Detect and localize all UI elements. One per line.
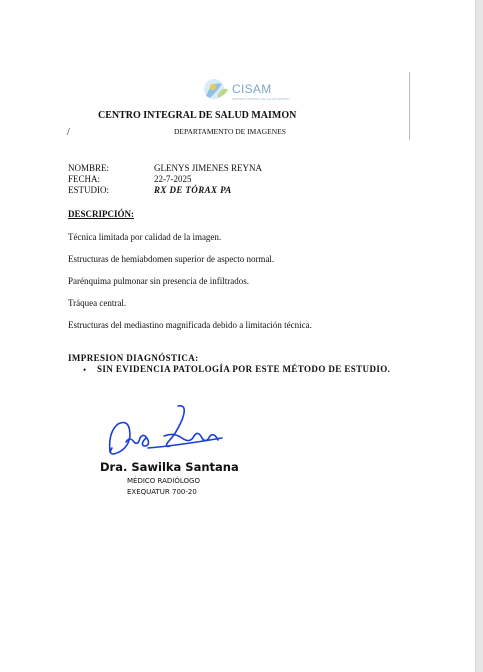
study-value: RX DE TÓRAX PA (154, 185, 232, 195)
bullet-icon: • (83, 365, 87, 375)
date-value: 22-7-2025 (154, 174, 192, 184)
vertical-scrollbar[interactable] (475, 0, 483, 672)
handwritten-signature (104, 402, 224, 462)
margin-divider (409, 72, 410, 140)
department-name: DEPARTAMENTO DE IMAGENES (174, 127, 286, 136)
impression-item: SIN EVIDENCIA PATOLOGÍA POR ESTE MÉTODO DE ESTUDIO. (97, 364, 391, 374)
study-label: ESTUDIO: (68, 185, 109, 195)
center-name: CENTRO INTEGRAL DE SALUD MAIMON (98, 110, 297, 121)
logo-subtext: CENTRO INTEGRAL DE SALUD MAIMON (232, 97, 290, 101)
logo-text: CISAM (232, 82, 272, 96)
finding-item: Estructuras del mediastino magnificada debido a limitación técnica. (68, 320, 312, 330)
name-label: NOMBRE: (68, 163, 110, 173)
finding-item: Técnica limitada por calidad de la imagen. (68, 232, 222, 242)
finding-item: Parénquima pulmonar sin presencia de infiltrados. (68, 276, 249, 286)
name-value: GLENYS JIMENES REYNA (154, 163, 262, 173)
description-heading: DESCRIPCIÓN: (68, 209, 135, 219)
finding-item: Estructuras de hemiabdomen superior de aspecto normal. (68, 254, 275, 264)
impression-heading: IMPRESION DIAGNÓSTICA: (68, 353, 199, 363)
signatory-title: MÉDICO RADIÓLOGO (127, 477, 200, 485)
date-label: FECHA: (68, 174, 101, 184)
signatory-name: Dra. Sawilka Santana (100, 460, 239, 474)
text-cursor: / (67, 127, 70, 138)
signatory-exequatur: EXEQUATUR 700-20 (127, 488, 197, 496)
finding-item: Tráquea central. (68, 298, 127, 308)
